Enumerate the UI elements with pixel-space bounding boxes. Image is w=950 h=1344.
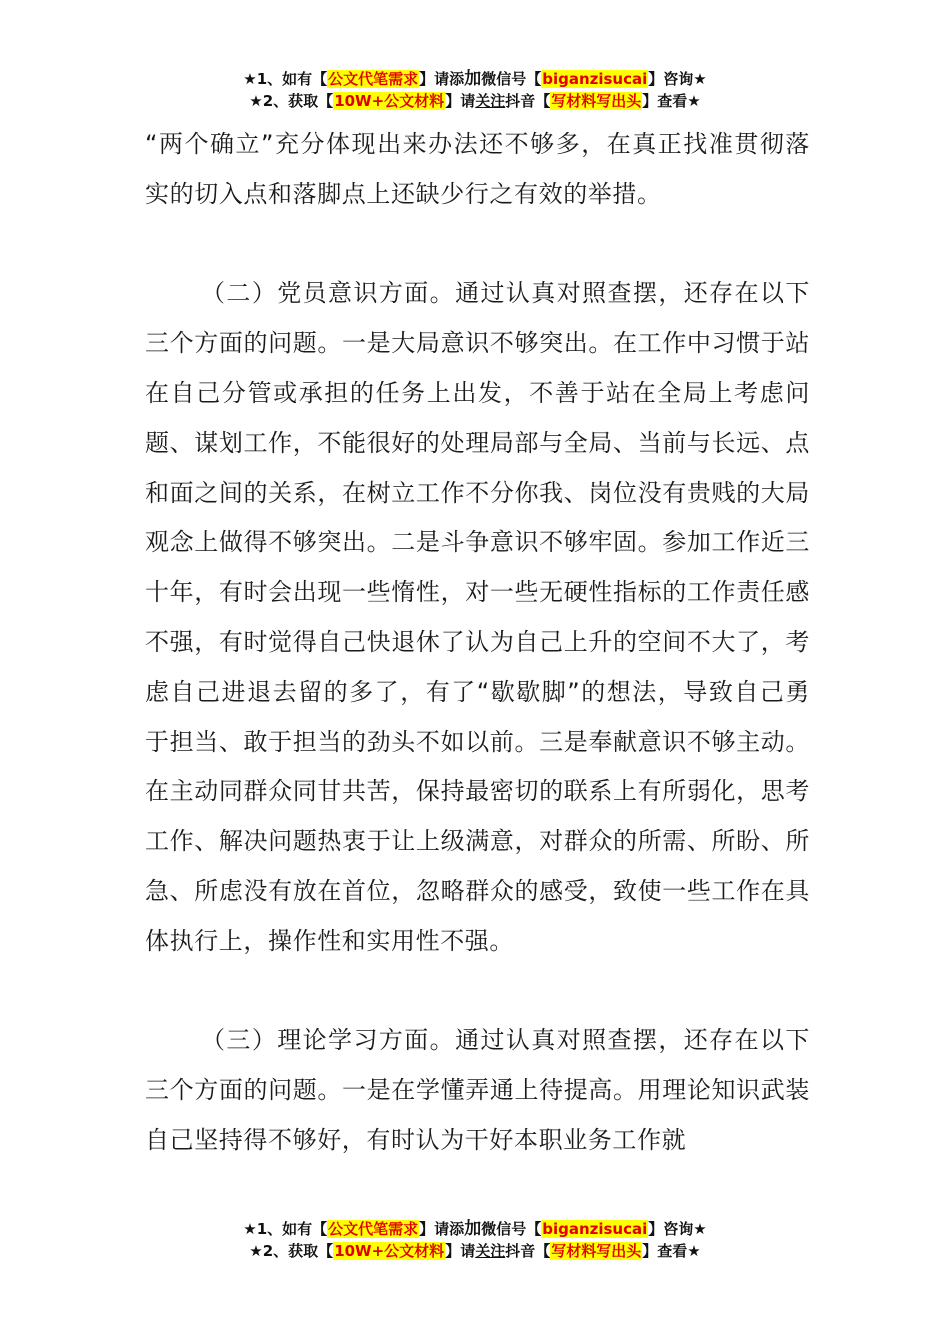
banner-highlight: 10W+公文材料 (334, 92, 445, 110)
header-banner (0, 68, 950, 112)
paragraph-gap (145, 220, 810, 270)
banner-highlight: 10W+公文材料 (334, 1242, 445, 1260)
banner-douyin-name: 写材料写出头 (551, 1242, 642, 1260)
banner-wechat-id: biganzisucai (542, 1220, 648, 1238)
document-body (145, 120, 810, 1166)
banner-line-1: ★1、如有【公文代笔需求】请添加微信号【biganzisucai】咨询★ (243, 1219, 707, 1239)
banner-emphasis: 关注 (475, 92, 506, 110)
banner-line-1: ★1、如有【公文代笔需求】请添加微信号【biganzisucai】咨询★ (243, 69, 707, 89)
banner-line-2: ★2、获取【10W+公文材料】请关注抖音【写材料写出头】查看★ (249, 1242, 701, 1260)
paragraph-gap (145, 967, 810, 1017)
paragraph: “两个确立”充分体现出来办法还不够多，在真正找准贯彻落实的切入点和落脚点上还缺少行之有效的举措。 (145, 130, 810, 208)
banner-line-2: ★2、获取【10W+公文材料】请关注抖音【写材料写出头】查看★ (249, 92, 701, 110)
banner-wechat-id: biganzisucai (542, 70, 648, 88)
paragraph: （二）党员意识方面。通过认真对照查摆，还存在以下三个方面的问题。一是大局意识不够突出。在工作中习惯于站在自己分管或承担的任务上出发，不善于站在全局上考虑问题、谋划工作，不能很好的处理局部与全局、当前与长远、点和面之间的关系，在树立工作不分你我、岗位没有贵贱的大局观念上做得不够突出。二是斗争意识不够牢固。参加工作近三十年，有时会出现一些惰性，对一些无硬性指标的工作责任感不强，有时觉得自己快退休了认为自己上升的空间不大了，考虑自己进退去留的多了，有了“歇歇脚”的想法，导致自己勇于担当、敢于担当的劲头不如以前。三是奉献意识不够主动。在主动同群众同甘共苦，保持最密切的联系上有所弱化，思考工作、解决问题热衷于让上级满意，对群众的所需、所盼、所急、所虑没有放在首位，忽略群众的感受，致使一些工作在具体执行上，操作性和实用性不强。 (145, 279, 810, 955)
footer-banner (0, 1218, 950, 1262)
paragraph: （三）理论学习方面。通过认真对照查摆，还存在以下三个方面的问题。一是在学懂弄通上待提高。用理论知识武装自己坚持得不够好，有时认为干好本职业务工作就 (145, 1026, 810, 1154)
banner-highlight: 公文代笔需求 (328, 70, 419, 88)
banner-emphasis: 关注 (475, 1242, 506, 1260)
banner-emphasis: 加 (464, 69, 482, 89)
banner-douyin-name: 写材料写出头 (551, 92, 642, 110)
banner-emphasis: 加 (464, 1219, 482, 1239)
banner-highlight: 公文代笔需求 (328, 1220, 419, 1238)
